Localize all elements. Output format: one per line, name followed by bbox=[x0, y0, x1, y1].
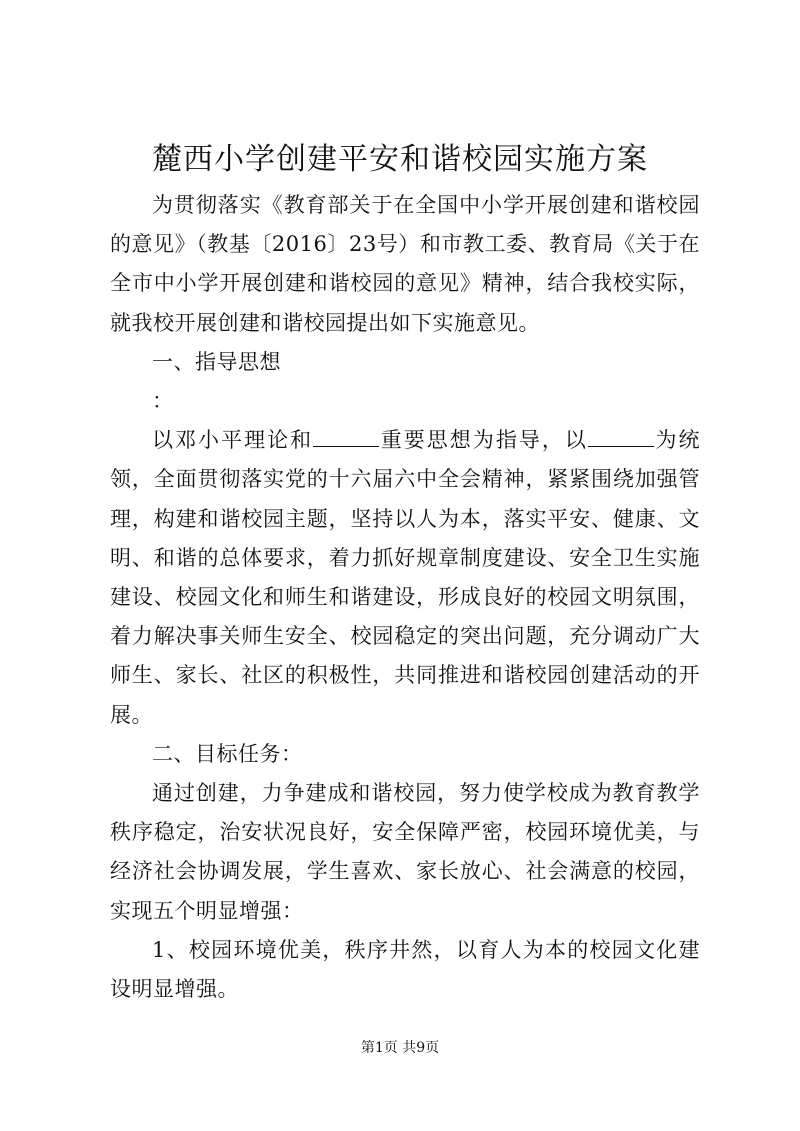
colon-line: ： bbox=[152, 389, 174, 414]
document-title: 麓西小学创建平安和谐校园实施方案 bbox=[152, 142, 648, 177]
page-number-footer: 第1页 共9页 bbox=[360, 1040, 440, 1056]
section-heading-guiding: 一、指导思想 bbox=[152, 349, 281, 374]
guiding-text-2: 重要思想为指导，以 bbox=[379, 428, 588, 453]
guiding-text-3: 为统领，全面贯彻落实党的十六届六中全会精神，紧紧围绕加强管理，构建和谐校园主题，坚持以人为本，落实平安、健康、文明、和谐的总体要求，着力抓好规章制度建设、安全卫生实施建设、校园文化和师生和谐建设，形成良好的校园文明氛围，着力解决事关师生安全、校园稳定的突出问题，充分调动广大师生、家长、社区的积极性，共同推进和谐校园创建活动的开展。 bbox=[110, 428, 701, 727]
blank-line bbox=[588, 428, 654, 447]
section-heading-goals: 二、目标任务： bbox=[152, 741, 303, 766]
blank-line bbox=[313, 428, 379, 447]
guiding-paragraph bbox=[110, 421, 700, 735]
goals-paragraph: 通过创建，力争建成和谐校园，努力使学校成为教育教学秩序稳定，治安状况良好，安全保障严密，校园环境优美，与经济社会协调发展，学生喜欢、家长放心、社会满意的校园，实现五个明显增强： bbox=[110, 781, 700, 923]
guiding-text-1: 以邓小平理论和 bbox=[152, 428, 314, 453]
document-body bbox=[110, 186, 700, 1009]
intro-paragraph: 为贯彻落实《教育部关于在全国中小学开展创建和谐校园的意见》（教基〔2016〕23号）和市教工委、教育局《关于在全市中小学开展创建和谐校园的意见》精神，结合我校实际，就我校开展创建和谐校园提出如下实施意见。 bbox=[110, 193, 700, 335]
goal-item-1: 1、校园环境优美，秩序井然，以育人为本的校园文化建设明显增强。 bbox=[110, 937, 700, 1002]
